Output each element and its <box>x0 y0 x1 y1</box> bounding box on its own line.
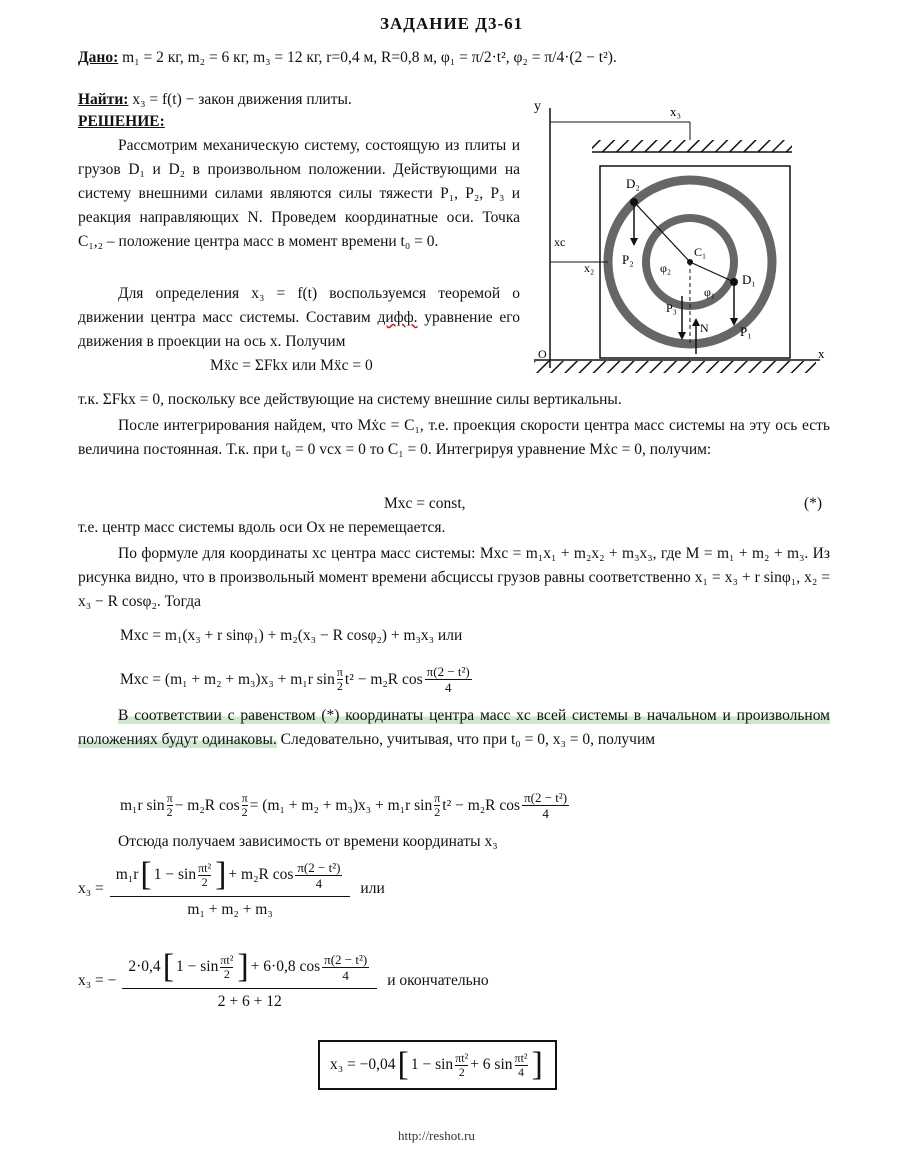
equation-3: Mxc = m₁(x₃ + r sinφ₁) + m₂(x₃ − R cosφ₂) + m₃x₃ или <box>120 627 463 644</box>
equality-rest: Следовательно, учитывая, что при t₀ = 0, x₃ = 0, получим <box>280 731 656 748</box>
find-line <box>78 90 352 110</box>
eq7-numerator: 2·0,4 [ 1 − sin πt² 2 ] + 6·0,8 cos π(2 − t²) 4 <box>122 950 377 989</box>
equation-7: x₃ = − 2·0,4 [ 1 − sin πt² 2 ] + 6·0,8 cos π(2 − t²) 4 2 + 6 + 12 и окончательно <box>78 948 489 1010</box>
theorem-text-a: Для определения x₃ = f(t) воспользуемся теоремой о движении центра масс системы. Составим <box>78 285 520 326</box>
dependence-line: Отсюда получаем зависимость от времени координаты x₃ <box>118 833 498 850</box>
highlighted-text: В соответствии с равенством (*) координаты центра масс xc всей системы в начальном и произвольном положениях будут одинаковы. <box>78 707 830 748</box>
eq6-main-fraction <box>110 858 351 919</box>
footer-url[interactable]: http://reshot.ru <box>398 1128 475 1143</box>
p1-label: P₁ <box>740 324 752 339</box>
mechanism-figure <box>530 96 830 382</box>
integration-paragraph: После интегрирования найдем, что Mẋc = C₁, т.е. проекция скорости центра масс системы на эту ось есть величина постоянная. Т.к. при t₀ = 0 vcx = 0 то C₁ = 0. Интегрируя уравнение Mẋc = 0, получим: <box>78 417 830 458</box>
page-title: ЗАДАНИЕ Д3-61 <box>380 14 524 33</box>
center-point <box>687 259 693 265</box>
solution-label: РЕШЕНИЕ: <box>78 113 165 130</box>
theorem-text-b: уравнение его движения в проекции на ось x. Получим <box>78 309 521 350</box>
x3-label: x₃ <box>670 104 682 119</box>
eq5-fraction-c: π 2 <box>434 791 441 819</box>
y-axis-label: y <box>534 99 541 114</box>
eq4-fraction-pi2: π 2 <box>336 665 343 693</box>
eq4-part-a: Mxc = (m₁ + m₂ + m₃)x₃ + m₁r sin <box>120 670 335 688</box>
equation-5: m₁r sin π 2 − m₂R cos $\frac{\pi}{2}$ = (m₁ + m₂ + m₃)x₃ + m₁r sin π 2 t² − m₂R cos π(2 − t²) 4 <box>120 790 568 821</box>
find-text: x₃ = f(t) − закон движения плиты. <box>132 91 352 108</box>
d1-label: D₁ <box>742 272 756 287</box>
p2-arrow-head <box>630 238 638 246</box>
forces-note: т.к. ΣFkx = 0, поскольку все действующие на систему внешние силы вертикальны. <box>78 391 622 408</box>
given-label: Дано: <box>78 49 119 66</box>
eq7-main-fraction <box>122 950 377 1011</box>
center-label: C₁ <box>694 245 707 259</box>
radius-line-d1 <box>690 262 734 282</box>
intro-paragraph: Рассмотрим механическую систему, состоящую из плиты и грузов D₁ и D₂ в произвольном положении. Действующими на систему внешними силами являются силы тяжести P₁, P₂, P₃ и реакция направляющих N. Проведем координатные оси. Точка C₁,₂ – положение центра масс в момент времени t₀ = 0. <box>78 137 520 250</box>
theorem-paragraph <box>78 282 520 354</box>
given-line <box>78 48 617 68</box>
origin-label: O <box>538 347 547 361</box>
radius-line-d2 <box>634 202 690 262</box>
conclusion-line: т.е. центр масс системы вдоль оси Ox не перемещается. <box>78 519 446 536</box>
eq5-fraction-d: π(2 − t²) 4 <box>524 790 568 821</box>
given-text: m₁ = 2 кг, m₂ = 6 кг, m₃ = 12 кг, r=0,4 м, R=0,8 м, φ₁ = π/2·t², φ₂ = π/4·(2 − t²). <box>122 49 617 66</box>
coordinate-paragraph: По формуле для координаты xc центра масс системы: Mxc = m₁x₁ + m₂x₂ + m₃x₃, где M = m₁ + m₂ + m₃. Из рисунка видно, что в произвольный момент времени абсциссы грузов равны соответственно x₁ = x₃ + r sinφ₁, x₂ = x₃ − R cosφ₂. Тогда <box>78 545 830 610</box>
equation-6: x₃ = m₁r [ 1 − sin πt² 2 ] + m₂R cos π(2 − t²) 4 m₁ + m₂ + m₃ или <box>78 856 385 918</box>
eq4-part-b: t² − m₂R cos <box>344 670 423 688</box>
find-label: Найти: <box>78 91 129 108</box>
d2-label: D₂ <box>626 176 640 191</box>
theorem-word: дифф. <box>377 309 418 326</box>
equation-2-tag: (*) <box>804 495 823 512</box>
x-axis-label: x <box>818 346 825 361</box>
x2-label: x₂ <box>584 261 595 275</box>
phi1-label: φ₁ <box>704 285 716 299</box>
eq5-fraction-b: $\frac{\pi}{2}$ <box>241 791 248 819</box>
bottom-support <box>534 361 816 373</box>
p3-label: P₃ <box>666 301 677 315</box>
eq6-denominator: m₁ + m₂ + m₃ <box>187 901 273 918</box>
equality-paragraph <box>78 704 830 752</box>
final-part-a: x₃ = −0,04 <box>330 1056 396 1073</box>
top-support <box>592 140 792 152</box>
equation-4 <box>120 664 474 695</box>
p2-label: P₂ <box>622 252 634 267</box>
eq6-numerator: m₁r [ 1 − sin πt² 2 ] + m₂R cos π(2 − t²) 4 <box>110 858 351 897</box>
xc-label: xc <box>554 235 566 249</box>
equation-2: Mxc = const, <box>384 495 466 512</box>
eq7-denominator: 2 + 6 + 12 <box>217 993 282 1010</box>
equation-1: Mẍc = ΣFkx или Mẍc = 0 <box>210 357 373 374</box>
eq4-fraction: π(2 − t²) 4 <box>426 664 470 695</box>
n-label: N <box>700 321 709 335</box>
final-answer-box: x₃ = −0,04 [ 1 − sin πt² 2 + 6 sin πt² 4 ] <box>318 1040 557 1090</box>
n-arrow-head <box>692 318 700 326</box>
phi2-label: φ₂ <box>660 261 672 275</box>
eq5-fraction-a: π 2 <box>166 791 173 819</box>
